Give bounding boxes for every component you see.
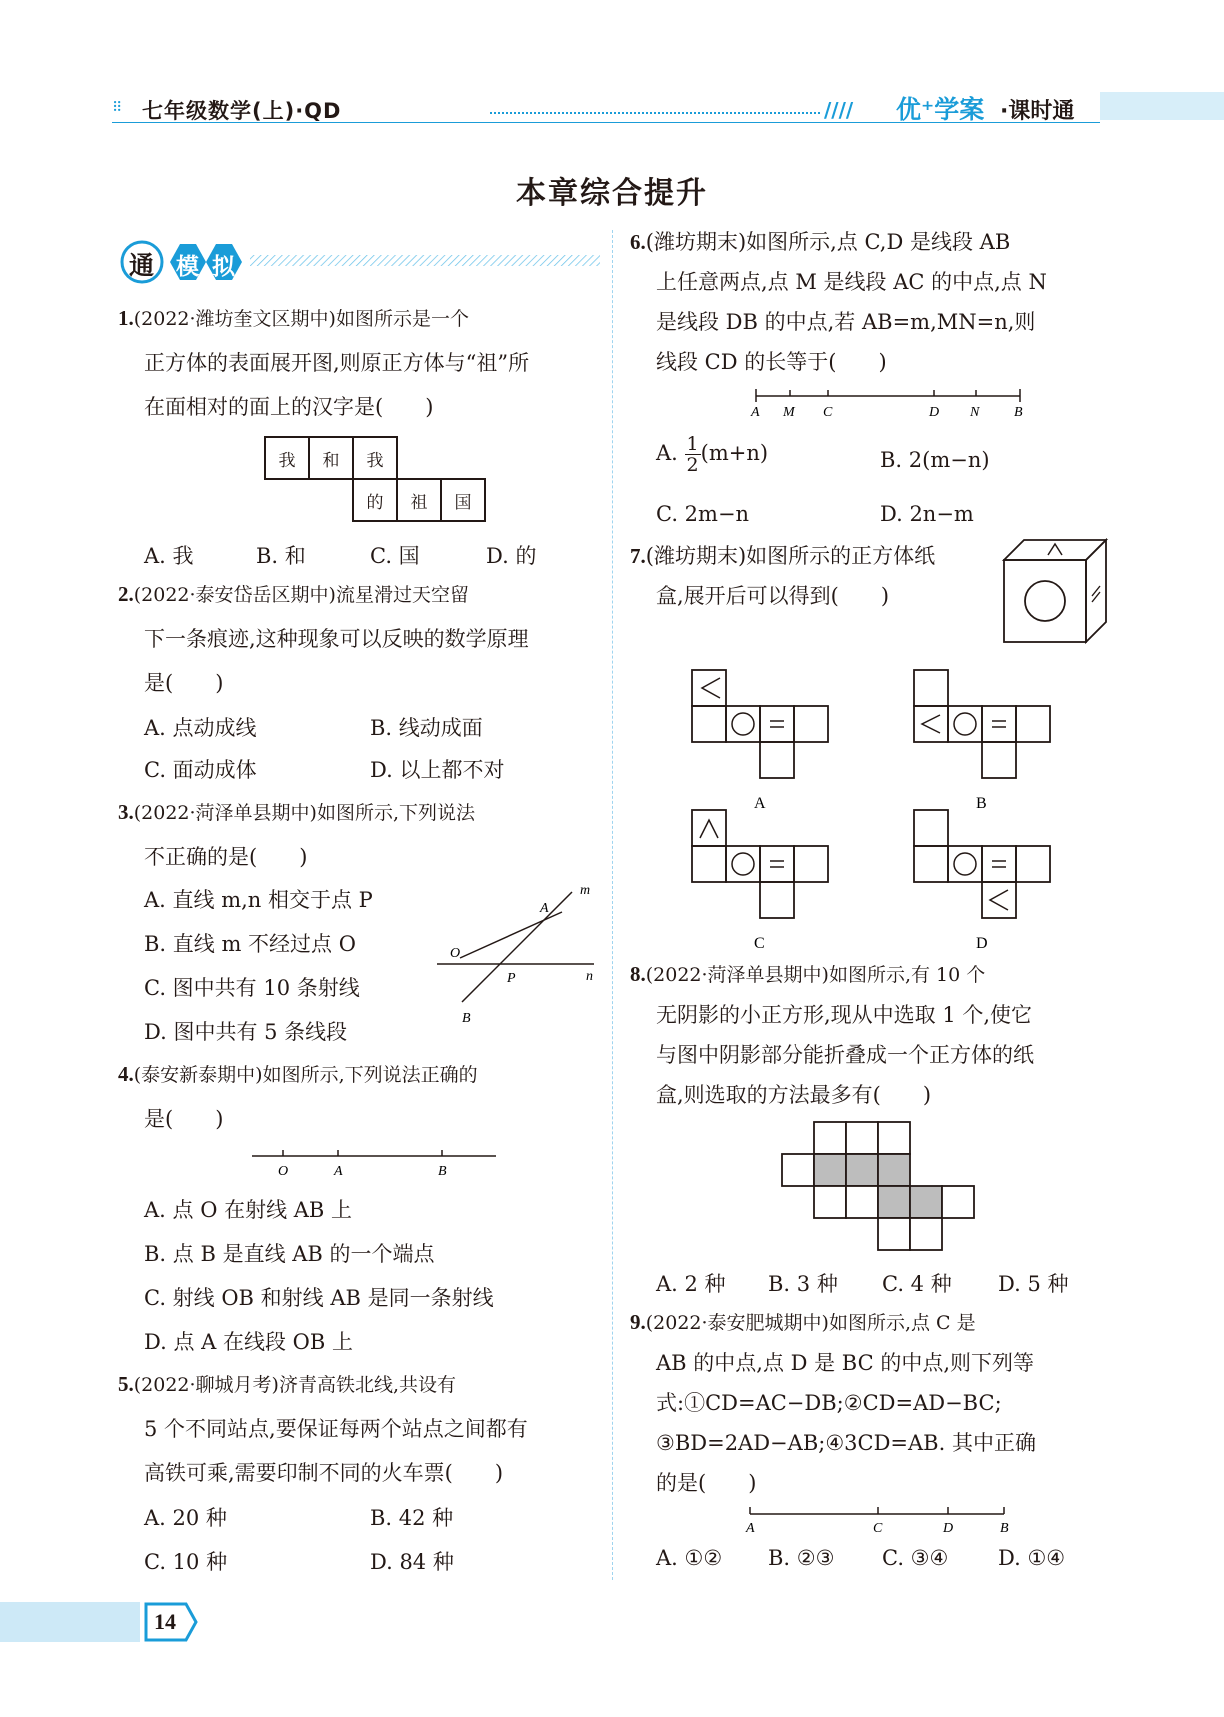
- q7-net-c: [690, 808, 840, 958]
- q1-option-a: A. 我: [144, 544, 194, 568]
- q5-line-2: 5 个不同站点,要保证每两个站点之间都有: [144, 1417, 528, 1441]
- q1-cube-net: [264, 436, 486, 522]
- column-divider: [612, 230, 613, 1580]
- q3-label-a: A: [540, 901, 549, 916]
- fraction-denominator: 2: [686, 454, 699, 476]
- q8-line-2: 无阴影的小正方形,现从中选取 1 个,使它: [656, 1003, 1033, 1027]
- q5-line-3: 高铁可乘,需要印制不同的火车票( ): [144, 1461, 504, 1485]
- q7-net-d-label: D: [976, 935, 988, 952]
- q6-option-a-fraction: [685, 434, 701, 475]
- q4-option-c: C. 射线 OB 和射线 AB 是同一条射线: [144, 1286, 494, 1310]
- question-6: [630, 222, 1047, 382]
- q3-label-b: B: [462, 1011, 471, 1026]
- question-4: [118, 1052, 478, 1141]
- q9-option-c: C. ③④: [882, 1546, 949, 1570]
- brand-logo: 优⁺学案: [896, 95, 985, 124]
- q8-option-a: A. 2 种: [656, 1272, 726, 1296]
- q7-line-2: 盒,展开后可以得到( ): [656, 584, 890, 608]
- q9-label-d: D: [943, 1521, 954, 1536]
- q6-line-4: 线段 CD 的长等于( ): [656, 350, 887, 374]
- q4-number: 4.: [118, 1062, 134, 1086]
- q6-option-c: C. 2m−n: [656, 502, 750, 526]
- q5-option-b: B. 42 种: [370, 1506, 454, 1530]
- q8-line-4: 盒,则选取的方法最多有( ): [656, 1083, 932, 1107]
- header: [0, 0, 1224, 140]
- q9-label-c: C: [873, 1521, 883, 1536]
- q9-line-5: 的是( ): [656, 1471, 757, 1495]
- q6-option-a-expr: (m+n): [700, 441, 769, 465]
- q2-line-1: (2022·泰安岱岳区期中)流星滑过天空留: [133, 584, 469, 606]
- q1-cell: 的: [353, 479, 397, 521]
- q1-line-3: 在面相对的面上的汉字是( ): [144, 395, 434, 419]
- q3-label-n: n: [586, 969, 593, 984]
- q8-grid-figure: [780, 1120, 984, 1260]
- q3-label-o: O: [450, 946, 461, 961]
- q1-cell: 我: [353, 437, 397, 479]
- q7-net-c-label: C: [754, 935, 765, 952]
- q6-label-n: N: [970, 405, 980, 420]
- q7-line-1: (潍坊期末)如图所示的正方体纸: [645, 544, 936, 568]
- q7-net-a-label: A: [754, 795, 766, 812]
- q4-line-1: (泰安新泰期中)如图所示,下列说法正确的: [133, 1064, 478, 1086]
- q9-line-1: (2022·泰安肥城期中)如图所示,点 C 是: [645, 1312, 976, 1334]
- q6-label-c: C: [823, 405, 833, 420]
- question-7: [630, 536, 935, 616]
- q6-option-a: [656, 434, 768, 475]
- q4-label-a: A: [334, 1164, 343, 1179]
- q9-option-d: D. ①④: [998, 1546, 1066, 1570]
- q9-line-2: AB 的中点,点 D 是 BC 的中点,则下列等: [656, 1351, 1035, 1375]
- q9-line-4: ③BD=2AD−AB;④3CD=AB. 其中正确: [656, 1431, 1036, 1455]
- q6-figure: [748, 384, 1028, 420]
- q1-cell: 和: [309, 437, 353, 479]
- q3-line-1: (2022·菏泽单县期中)如图所示,下列说法: [133, 802, 476, 824]
- q5-number: 5.: [118, 1372, 134, 1396]
- q6-label-m: M: [783, 405, 795, 420]
- q1-number: 1.: [118, 306, 134, 330]
- q7-number: 7.: [630, 544, 646, 568]
- header-dotted-line: [490, 112, 820, 114]
- q1-option-b: B. 和: [256, 544, 306, 568]
- q3-option-a: A. 直线 m,n 相交于点 P: [144, 888, 373, 912]
- q2-option-c: C. 面动成体: [144, 758, 257, 782]
- q3-figure: [432, 878, 612, 1028]
- q9-line-3: 式:①CD=AC−DB;②CD=AD−BC;: [656, 1391, 1002, 1415]
- q8-option-c: C. 4 种: [882, 1272, 952, 1296]
- q2-option-b: B. 线动成面: [370, 716, 483, 740]
- q9-label-a: A: [746, 1521, 755, 1536]
- q7-net-d: [912, 808, 1062, 958]
- q1-option-c: C. 国: [370, 544, 420, 568]
- q6-line-3: 是线段 DB 的中点,若 AB=m,MN=n,则: [656, 310, 1036, 334]
- badge-char-2: 模: [176, 254, 199, 280]
- q4-label-b: B: [438, 1164, 447, 1179]
- page-title: 本章综合提升: [516, 176, 708, 211]
- q5-option-c: C. 10 种: [144, 1550, 228, 1574]
- page-number: 14: [154, 1609, 176, 1634]
- q7-net-b: [912, 668, 1062, 818]
- badge-char-1: 通: [129, 251, 155, 280]
- q3-number: 3.: [118, 800, 134, 824]
- q1-cell: 国: [441, 479, 485, 521]
- q6-number: 6.: [630, 230, 646, 254]
- q8-line-3: 与图中阴影部分能折叠成一个正方体的纸: [656, 1043, 1034, 1067]
- q4-label-o: O: [278, 1164, 289, 1179]
- q2-number: 2.: [118, 582, 134, 606]
- q4-option-a: A. 点 O 在射线 AB 上: [144, 1198, 353, 1222]
- q1-line-2: 正方体的表面展开图,则原正方体与“祖”所: [144, 351, 530, 375]
- q4-option-b: B. 点 B 是直线 AB 的一个端点: [144, 1242, 435, 1266]
- brand-suffix: ·课时通: [1000, 99, 1075, 124]
- q3-line-2: 不正确的是( ): [144, 845, 308, 869]
- q5-option-d: D. 84 种: [370, 1550, 454, 1574]
- header-blue-bar: [1100, 92, 1224, 120]
- q8-option-b: B. 3 种: [768, 1272, 838, 1296]
- question-2: [118, 572, 529, 705]
- q6-label-b: B: [1014, 405, 1023, 420]
- q5-line-1: (2022·聊城月考)济青高铁北线,共设有: [133, 1374, 457, 1396]
- q2-option-a: A. 点动成线: [144, 716, 257, 740]
- q6-label-a: A: [751, 405, 760, 420]
- q8-option-d: D. 5 种: [998, 1272, 1069, 1296]
- badge-char-3: 拟: [212, 254, 235, 280]
- q6-option-b: B. 2(m−n): [880, 448, 990, 472]
- question-5: [118, 1362, 528, 1495]
- q2-line-2: 下一条痕迹,这种现象可以反映的数学原理: [144, 627, 529, 651]
- q7-cube: [1002, 538, 1112, 648]
- header-slash-icon: ////: [824, 98, 854, 122]
- q9-option-b: B. ②③: [768, 1546, 835, 1570]
- q6-line-2: 上任意两点,点 M 是线段 AC 的中点,点 N: [656, 270, 1047, 294]
- q8-line-1: (2022·菏泽单县期中)如图所示,有 10 个: [645, 964, 986, 986]
- q5-option-a: A. 20 种: [144, 1506, 227, 1530]
- header-rule: [112, 122, 1100, 123]
- fraction-numerator: 1: [686, 433, 699, 455]
- q1-option-d: D. 的: [486, 544, 537, 568]
- q9-figure: [742, 1504, 1012, 1540]
- q9-option-a: A. ①②: [656, 1546, 723, 1570]
- q2-line-3: 是( ): [144, 671, 224, 695]
- q6-line-1: (潍坊期末)如图所示,点 C,D 是线段 AB: [645, 230, 1011, 254]
- book-title: 七年级数学(上)·QD: [142, 99, 342, 123]
- q7-net-b-label: B: [976, 795, 987, 812]
- q6-option-a-label: A.: [656, 441, 678, 465]
- question-3: [118, 790, 475, 879]
- q1-cell: 我: [265, 437, 309, 479]
- q9-number: 9.: [630, 1310, 646, 1334]
- footer-tab: [0, 1600, 200, 1644]
- q3-option-d: D. 图中共有 5 条线段: [144, 1020, 348, 1044]
- q4-option-d: D. 点 A 在线段 OB 上: [144, 1330, 353, 1354]
- q4-line-2: 是( ): [144, 1107, 224, 1131]
- question-1: [118, 296, 529, 429]
- section-badge: [120, 240, 600, 284]
- header-dots-icon: ⠿: [112, 100, 123, 116]
- q6-label-d: D: [929, 405, 940, 420]
- q6-option-d: D. 2n−m: [880, 502, 974, 526]
- q3-label-m: m: [580, 883, 591, 898]
- q3-option-b: B. 直线 m 不经过点 O: [144, 932, 356, 956]
- q1-line-1: (2022·潍坊奎文区期中)如图所示是一个: [133, 308, 469, 330]
- q1-cell: 祖: [397, 479, 441, 521]
- q3-option-c: C. 图中共有 10 条射线: [144, 976, 360, 1000]
- question-8: [630, 954, 1034, 1115]
- question-9: [630, 1302, 1036, 1503]
- q9-label-b: B: [1000, 1521, 1009, 1536]
- q3-label-p: P: [507, 971, 516, 986]
- q2-option-d: D. 以上都不对: [370, 758, 505, 782]
- q4-figure: [250, 1146, 510, 1186]
- q7-net-a: [690, 668, 840, 818]
- q8-number: 8.: [630, 962, 646, 986]
